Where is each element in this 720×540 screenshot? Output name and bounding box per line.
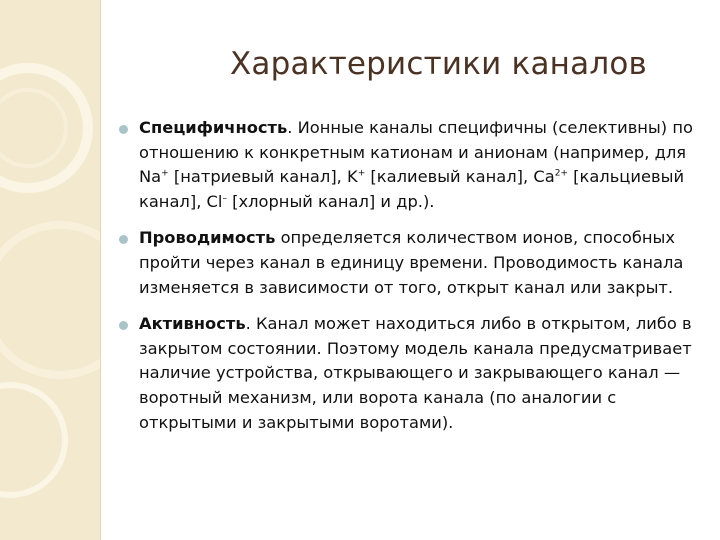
bullet-text: . Ионные каналы специфичны (селективны) по отношению к конкретным катионам и анионам (например, для Na — [139, 118, 693, 187]
charge-ca: 2+ — [554, 168, 568, 179]
charge-na: + — [161, 168, 169, 179]
bullet-icon — [119, 321, 128, 330]
slide-title: Характеристики каналов — [230, 46, 647, 82]
bullet-text: [натриевый канал], K — [168, 167, 358, 187]
decorative-circles — [0, 0, 100, 540]
bullet-text: . Канал может находиться либо в открытом, либо в закрытом состоянии. Поэтому модель канала предусматривает наличие устройства, открывающего и закрывающего канал — воротный механизм, или ворота канала (по аналогии с открытыми и закрытыми воротами). — [139, 314, 692, 432]
bullet-item-activity — [118, 312, 708, 435]
bullet-item-specificity — [118, 116, 708, 214]
bullet-text: определяется количеством ионов, способных пройти через канал в единицу времени. Проводимость канала изменяется в зависимости от того, открыт канал или закрыт. — [139, 228, 684, 297]
term-activity: Активность — [139, 314, 246, 334]
bullet-icon — [119, 125, 128, 134]
term-conductance: Проводимость — [139, 228, 276, 248]
bullet-item-conductance — [118, 226, 708, 300]
charge-cl: – — [222, 193, 227, 204]
bullet-text: [хлорный канал] и др.). — [226, 191, 435, 211]
charge-k: + — [357, 168, 366, 179]
bullet-list — [118, 116, 708, 447]
bullet-icon — [119, 235, 128, 244]
term-specificity: Специфичность — [139, 118, 288, 137]
bullet-text: [калиевый канал], Ca — [365, 167, 555, 187]
decorative-side-panel — [0, 0, 101, 540]
bullet-text: [кальциевый канал], Cl — [139, 167, 685, 211]
